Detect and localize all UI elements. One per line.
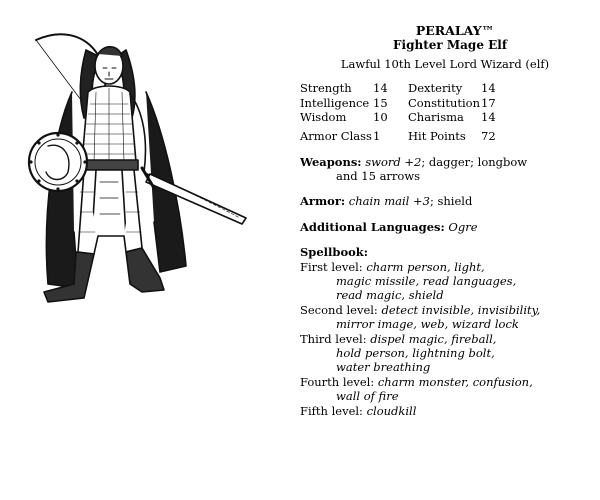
character-class: Fighter Mage Elf [393, 38, 507, 53]
weapons-label: Weapons: [300, 154, 362, 169]
spell-level-row [300, 375, 590, 389]
spell-list: charm monster, confusion, [377, 374, 533, 389]
languages-section [300, 220, 590, 234]
armor-section [300, 194, 590, 208]
stat-value: 14 [373, 81, 388, 96]
spellbook-section [300, 245, 590, 418]
spell-list-cont: water breathing [336, 360, 431, 375]
spell-level-row [300, 260, 590, 274]
stat-value: 14 [481, 81, 496, 96]
stat-row [300, 96, 590, 111]
weapons-list: ; dagger; longbow [421, 154, 528, 169]
armor-label: Armor: [300, 194, 346, 209]
spell-list-cont: mirror image, web, wizard lock [336, 317, 519, 332]
stat-row [300, 110, 590, 125]
character-alignment: Lawful 10th Level Lord Wizard (elf) [340, 56, 550, 71]
stat-label: Intelligence [300, 95, 370, 110]
armor-rest: ; shield [429, 194, 473, 209]
spell-list-cont: wall of fire [336, 389, 399, 404]
armor-mail: chain mail +3 [348, 194, 430, 209]
stat-row [300, 81, 590, 96]
stat-row [300, 129, 590, 144]
spell-list: dispel magic, fireball, [370, 331, 497, 346]
spell-level-row [300, 332, 590, 346]
weapons-list-cont: and 15 arrows [336, 169, 421, 183]
spell-list-cont: hold person, lightning bolt, [336, 346, 495, 361]
weapon-sword: sword +2 [365, 154, 422, 169]
languages-label: Additional Languages: [300, 219, 445, 234]
stat-label: Armor Class [300, 129, 372, 143]
stat-label: Constitution [408, 95, 480, 110]
stat-value: 15 [373, 95, 388, 110]
stat-value: 72 [481, 129, 496, 143]
stat-label: Hit Points [408, 129, 466, 143]
spell-list: charm person, light, [366, 259, 485, 274]
weapons-section [300, 155, 590, 184]
spell-level-label: Fifth level: [300, 403, 363, 418]
spell-level-label: Fourth level: [300, 374, 375, 389]
character-illustration [14, 22, 264, 322]
spell-level-row [300, 404, 590, 418]
stat-label: Strength [300, 81, 352, 96]
stat-label: Dexterity [408, 81, 463, 96]
ability-scores [300, 81, 590, 143]
spellbook-label: Spellbook: [300, 245, 368, 260]
stat-value: 1 [373, 129, 381, 143]
stat-value: 14 [481, 110, 496, 125]
spell-list-cont: read magic, shield [336, 288, 444, 303]
spell-level-label: Second level: [300, 302, 378, 317]
stat-label: Wisdom [300, 110, 347, 125]
languages-value: Ogre [448, 219, 478, 234]
spell-level-row [300, 303, 590, 317]
stat-label: Charisma [408, 110, 464, 125]
stat-value: 10 [373, 110, 388, 125]
character-name: PERALAY™ [415, 23, 495, 38]
spell-list: cloudkill [366, 403, 417, 418]
spell-list: detect invisible, invisibility, [381, 302, 541, 317]
character-sheet [300, 24, 590, 418]
spell-level-label: Third level: [300, 331, 367, 346]
spell-list-cont: magic missile, read languages, [336, 274, 517, 289]
stat-value: 17 [481, 95, 496, 110]
spell-level-label: First level: [300, 259, 363, 274]
